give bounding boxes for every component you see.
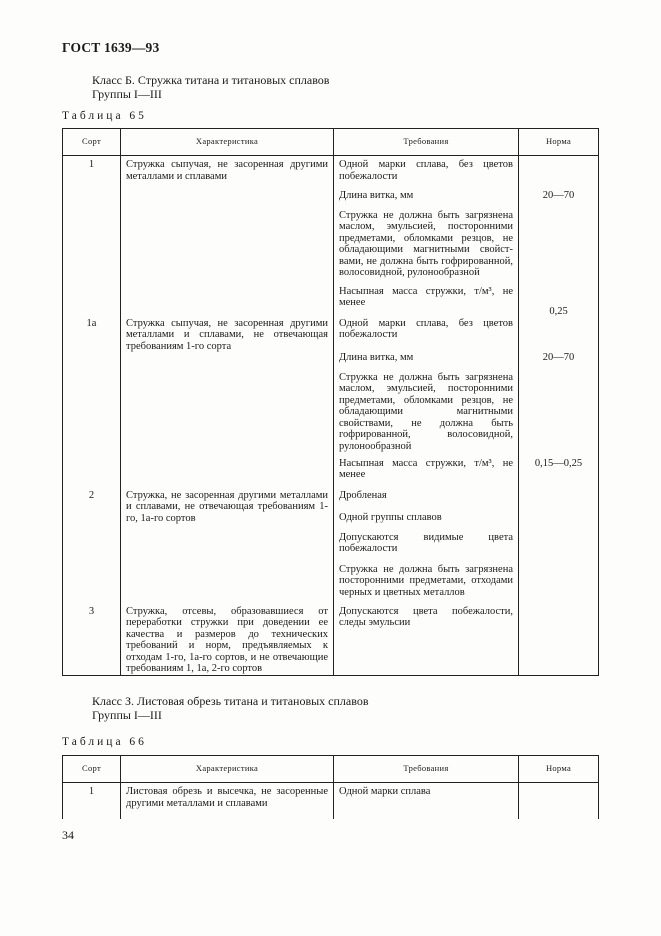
norm-cell: [519, 783, 599, 819]
table-65-header-row: [63, 129, 599, 156]
norm-cell: 0,25: [519, 286, 599, 318]
requirement-cell: Допускаются цвета побежалости, следы эмульсии: [334, 606, 519, 676]
requirement-cell: Одной марки сплава, без цветов побежалости: [334, 156, 519, 190]
requirement-cell: Насыпная масса стружки, т/м³, не менее: [334, 458, 519, 490]
norm-cell: [519, 156, 599, 190]
characteristic-cell: Листовая обрезь и высечка, не засоренные другими металлами и сплавами: [121, 783, 334, 819]
table-66-header-row: [63, 756, 599, 783]
sort-cell: 1: [63, 783, 121, 819]
requirement-cell: Одной группы сплавов: [334, 512, 519, 532]
requirement-cell: Допускаются видимые цвета побежалости: [334, 532, 519, 564]
standard-header: ГОСТ 1639—93: [62, 40, 160, 55]
table-row: [63, 606, 599, 676]
column-header-norm: Норма: [519, 756, 599, 783]
requirement-cell: Насыпная масса стружки, т/м³, не менее: [334, 286, 519, 318]
sort-cell: 1а: [63, 318, 121, 490]
section-b-title: Класс Б. Стружка титана и титановых сплавов: [92, 73, 330, 87]
characteristic-cell: Стружка, отсевы, образовавшиеся от переработки стружки при доведении ее качества и размеров до технических требований и норм, предъявляемых к отходам 1-го, 1а-го сортов, и не отвечающие требованиям 1, 1а, 2-го сортов: [121, 606, 334, 676]
requirement-cell: Стружка не должна быть загрязнена маслом, эмульсией, посторонними предметами, обломками резцов, не обладающими магнитными свойствами, не должна быть гофрированной, волосовидной, рулонообразной: [334, 210, 519, 286]
characteristic-cell: Стружка, не засоренная другими металлами и сплавами, не отвечающая требованиям 1-го, 1а-го сортов: [121, 490, 334, 606]
page-number: 34: [62, 828, 74, 842]
column-header-characteristic: Характеристика: [121, 129, 334, 156]
table-65: [62, 128, 599, 676]
section-b-heading: [92, 73, 329, 101]
table-row: [63, 490, 599, 512]
requirement-cell: Стружка не должна быть загрязнена посторонними предметами, отходами черных и цветных металлов: [334, 564, 519, 606]
norm-cell: 20—70: [519, 352, 599, 372]
norm-cell: [519, 372, 599, 458]
column-header-sort: Сорт: [63, 756, 121, 783]
norm-cell: [519, 532, 599, 564]
norm-cell: [519, 564, 599, 606]
column-header-requirements: Требования: [334, 129, 519, 156]
section-z-heading: [92, 694, 369, 722]
requirement-cell: Одной марки сплава, без цветов побежалости: [334, 318, 519, 352]
norm-cell: 20—70: [519, 190, 599, 210]
requirement-cell: Стружка не должна быть загрязнена маслом, эмульсией, посторонними предметами, обломками резцов, не обладающими магнитными свойствами, не должна быть гофрированной, волосовидной, рулонообразной: [334, 372, 519, 458]
requirement-cell: Длина витка, мм: [334, 190, 519, 210]
norm-cell: [519, 490, 599, 512]
table-65-caption: Таблица 65: [62, 110, 147, 122]
requirement-cell: Дробленая: [334, 490, 519, 512]
characteristic-cell: Стружка сыпучая, не засоренная другими металлами и сплавами: [121, 156, 334, 318]
norm-cell: [519, 606, 599, 676]
characteristic-cell: Стружка сыпучая, не засоренная другими металлами и сплавами, не отвечающая требованиям 1-го сорта: [121, 318, 334, 490]
requirement-cell: Длина витка, мм: [334, 352, 519, 372]
section-z-groups: Группы I—III: [92, 708, 162, 722]
sort-cell: 2: [63, 490, 121, 606]
norm-cell: [519, 318, 599, 352]
requirement-cell: Одной марки сплава: [334, 783, 519, 819]
norm-cell: 0,15—0,25: [519, 458, 599, 490]
column-header-characteristic: Характеристика: [121, 756, 334, 783]
norm-cell: [519, 210, 599, 286]
table-row: [63, 783, 599, 819]
norm-cell: [519, 512, 599, 532]
section-b-groups: Группы I—III: [92, 87, 162, 101]
sort-cell: 3: [63, 606, 121, 676]
table-66: [62, 755, 599, 819]
table-row: [63, 156, 599, 190]
column-header-sort: Сорт: [63, 129, 121, 156]
table-row: [63, 318, 599, 352]
column-header-requirements: Требования: [334, 756, 519, 783]
column-header-norm: Норма: [519, 129, 599, 156]
sort-cell: 1: [63, 156, 121, 318]
table-66-caption: Таблица 66: [62, 736, 147, 748]
section-z-title: Класс З. Листовая обрезь титана и титановых сплавов: [92, 694, 369, 708]
